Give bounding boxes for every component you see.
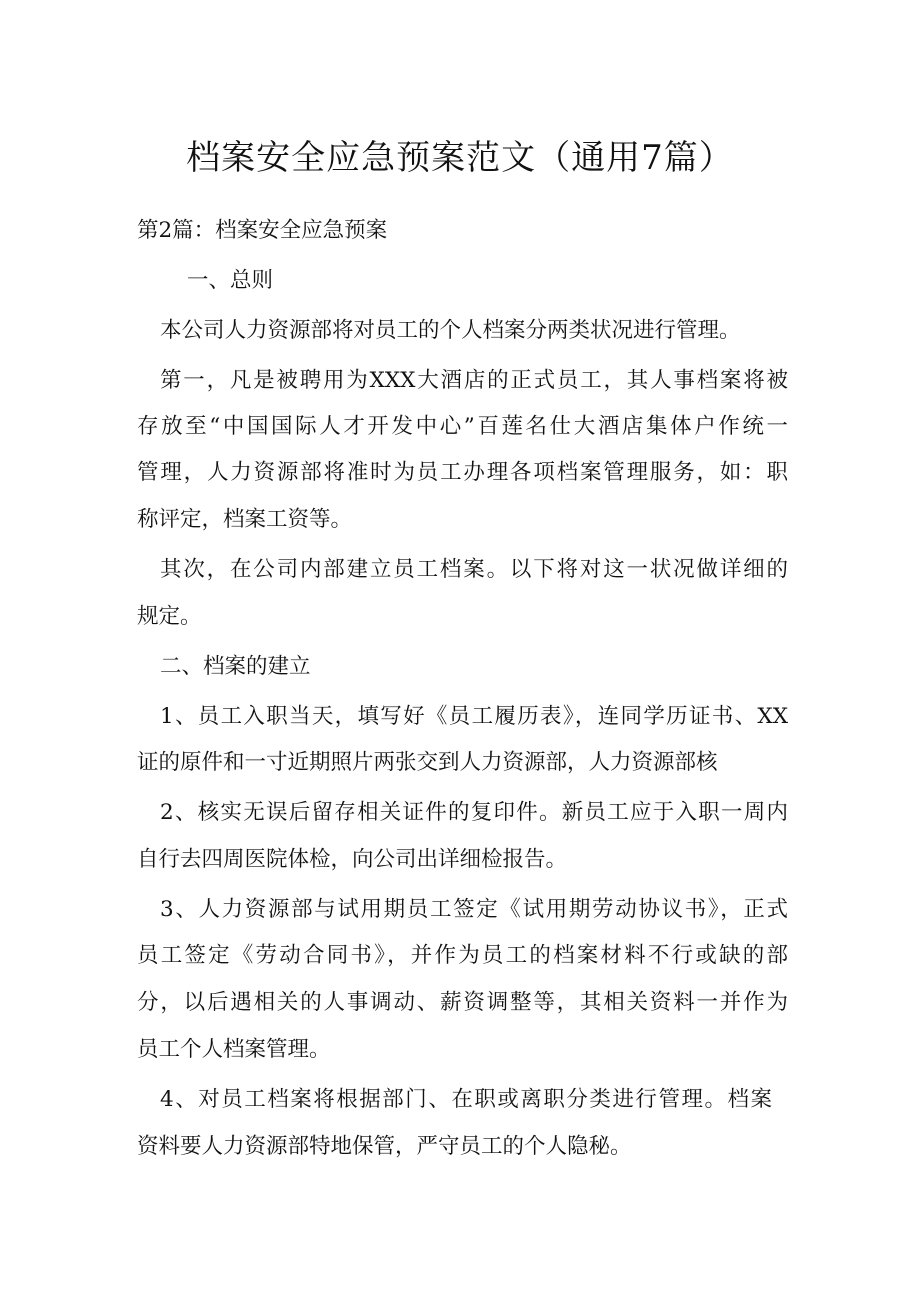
list-item-line: 3、人力资源部与试用期员工签定《试用期劳动协议书》，正式 <box>160 897 788 922</box>
paragraph-line: 第一，凡是被聘用为XXX大酒店的正式员工，其人事档案将被 <box>160 368 788 393</box>
list-item-line: 证的原件和一寸近期照片两张交到人力资源部，人力资源部核 <box>137 750 718 775</box>
list-item-line: 员工个人档案管理。 <box>137 1037 331 1062</box>
document-title: 档案安全应急预案范文（通用7篇） <box>186 138 734 178</box>
paragraph-line: 存放至“中国国际人才开发中心”百莲名仕大酒店集体户作统一 <box>137 414 788 439</box>
list-item-line: 自行去四周医院体检，向公司出详细检报告。 <box>137 847 568 872</box>
list-item-line: 分，以后遇相关的人事调动、薪资调整等，其相关资料一并作为 <box>137 990 788 1015</box>
list-item-line: 4、对员工档案将根据部门、在职或离职分类进行管理。档案 <box>160 1087 772 1112</box>
document-heading: 第2篇：档案安全应急预案 <box>137 218 388 243</box>
paragraph-line: 管理，人力资源部将准时为员工办理各项档案管理服务，如：职 <box>137 460 788 485</box>
list-item-line: 1、员工入职当天，填写好《员工履历表》，连同学历证书、XX <box>160 704 788 729</box>
paragraph-line: 其次，在公司内部建立员工档案。以下将对这一状况做详细的 <box>160 557 788 582</box>
paragraph-line: 规定。 <box>137 604 202 629</box>
section-heading-general: 一、总则 <box>187 268 274 293</box>
paragraph-line: 称评定，档案工资等。 <box>137 507 353 532</box>
paragraph-line: 本公司人力资源部将对员工的个人档案分两类状况进行管理。 <box>160 318 741 343</box>
list-item-line: 2、核实无误后留存相关证件的复印件。新员工应于入职一周内 <box>160 800 788 825</box>
section-heading-establish: 二、档案的建立 <box>160 654 311 679</box>
list-item-line: 资料要人力资源部特地保管，严守员工的个人隐秘。 <box>137 1134 632 1159</box>
list-item-line: 员工签定《劳动合同书》，并作为员工的档案材料不行或缺的部 <box>137 943 788 968</box>
